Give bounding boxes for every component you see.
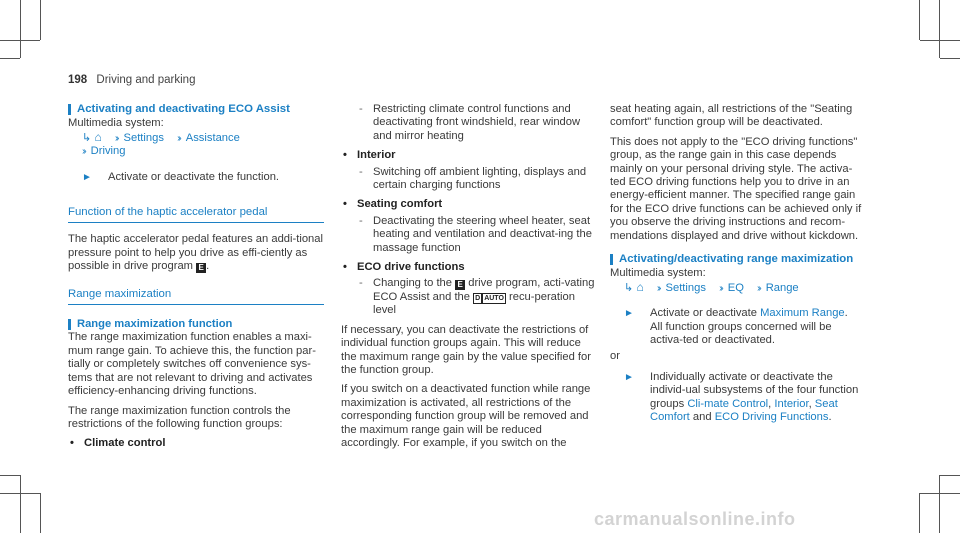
crop-mark — [0, 475, 20, 476]
sub-heading: Range maximization function — [68, 318, 324, 331]
crop-mark — [40, 493, 41, 533]
dash-item: - Deactivating the steering wheel heater, seat heating and ventilation and deactivat-ing the massage function — [359, 214, 592, 254]
crop-mark — [919, 493, 920, 533]
system-label: Multimedia system: — [68, 117, 164, 130]
arrow-icon: ↳ — [624, 281, 634, 294]
chevron-icon: ›› — [114, 132, 118, 144]
path-eq[interactable]: EQ — [727, 281, 744, 294]
path-settings[interactable]: Settings — [123, 131, 164, 144]
triangle-icon: ► — [624, 371, 634, 383]
heading-range-max: Activating/deactivating range maximization — [610, 253, 866, 266]
crop-mark — [940, 475, 960, 476]
crop-mark — [0, 58, 20, 59]
step-item: ► Activate or deactivate the function. — [68, 171, 324, 184]
chevron-icon: ›› — [177, 132, 180, 144]
paragraph: If you switch on a deactivated function while range maximization is activated, all restrictions of the corresponding function group will be removed and the maximum range gain will be reduced accordingly. For example, if you switch on the — [341, 383, 591, 449]
paragraph: seat heating again, all restrictions of the "Seating comfort" function group will be deactivated. — [610, 103, 853, 129]
dash-item: - Changing to the E drive program, acti-vating ECO Assist and the D AUTO recu-peration level — [359, 277, 595, 317]
bullet-item: • Seating comfort — [343, 198, 443, 211]
menu-path — [68, 131, 324, 159]
chapter-title: Driving and parking — [96, 74, 196, 86]
heading-bar-icon — [68, 319, 71, 330]
heading-eco-assist: Activating and deactivating ECO Assist — [68, 103, 324, 116]
chevron-icon: ›› — [757, 282, 760, 294]
climate-control-link[interactable]: Cli-mate Control — [687, 397, 769, 410]
recuperation-d-icon: D — [475, 294, 481, 302]
bullet-icon: • — [343, 149, 347, 162]
bullet-icon: • — [343, 261, 347, 274]
or-text: or — [610, 349, 620, 362]
crop-mark — [920, 40, 960, 41]
bullet-icon: • — [70, 437, 74, 450]
paragraph: This does not apply to the "ECO driving functions" group, as the range gain in this case depends mainly on your personal driving style. The activa-ted ECO driving functions help you to drive in an energy-efficient manner. The specified range gain for the ECO drive functions can be achieved only if you observe the driving instructions and recom-mendations displayed and drive without kickdown. — [610, 135, 862, 242]
page-header — [68, 74, 195, 86]
chevron-icon: ›› — [656, 282, 660, 294]
seat-comfort-link[interactable]: Seat Comfort — [650, 397, 838, 424]
drive-program-e-icon: E — [196, 263, 206, 273]
crop-mark — [920, 493, 960, 494]
eco-driving-functions-link[interactable]: ECO Driving Functions — [714, 411, 829, 424]
home-icon[interactable]: ⌂ — [94, 129, 102, 144]
path-range[interactable]: Range — [765, 281, 799, 294]
maximum-range-link[interactable]: Maximum Range — [760, 307, 845, 320]
crop-mark — [20, 475, 21, 533]
chevron-icon: ›› — [82, 146, 85, 158]
dash-item: - Restricting climate control functions and deactivating front windshield, rear window and mirror heating — [359, 103, 581, 142]
bullet-item: • Interior — [343, 149, 396, 162]
system-label: Multimedia system: — [610, 267, 706, 280]
path-driving[interactable]: Driving — [90, 145, 126, 158]
home-icon[interactable]: ⌂ — [636, 279, 644, 294]
step-item: ► Individually activate or deactivate the individ-ual subsystems of the four function groups Cli-mate Control, Interior, Seat Comfort and ECO Driving Functions. — [610, 371, 866, 425]
crop-mark — [939, 0, 940, 58]
path-settings[interactable]: Settings — [665, 281, 706, 294]
bullet-item: • ECO drive functions — [343, 261, 465, 274]
column-2 — [341, 103, 597, 456]
column-3 — [610, 103, 866, 425]
section-title: Function of the haptic accelerator pedal — [68, 206, 324, 223]
heading-bar-icon — [68, 104, 71, 115]
arrow-icon: ↳ — [82, 131, 92, 144]
crop-mark — [940, 58, 960, 59]
auto-icon: AUTO — [484, 294, 504, 302]
step-item: ► Activate or deactivate Maximum Range. All function groups concerned will be activa-ted or deactivated. — [610, 307, 866, 347]
interior-link[interactable]: Interior — [774, 397, 809, 410]
heading-bar-icon — [610, 254, 613, 265]
crop-mark — [20, 0, 21, 58]
triangle-icon: ► — [82, 171, 92, 183]
paragraph: The haptic accelerator pedal features an addi-tional pressure point to help you drive as effi-ciently as possible in drive program E . — [68, 233, 323, 273]
dash-item: - Switching off ambient lighting, displays and certain charging functions — [359, 165, 587, 192]
crop-mark — [939, 475, 940, 533]
chevron-icon: ›› — [719, 282, 722, 294]
watermark: carmanualsonline.info — [594, 509, 796, 529]
path-assistance[interactable]: Assistance — [185, 131, 240, 144]
section-title: Range maximization — [68, 288, 324, 305]
drive-program-e-icon: E — [455, 280, 465, 290]
paragraph: The range maximization function controls the restrictions of the following function groups: — [68, 404, 291, 430]
crop-mark — [919, 0, 920, 40]
bullet-icon: • — [343, 198, 347, 211]
column-1 — [68, 103, 324, 451]
menu-path — [610, 281, 866, 295]
page-number: 198 — [68, 74, 88, 86]
bullet-item: • Climate control — [70, 437, 166, 450]
paragraph: The range maximization function enables a maxi-mum range gain. To achieve this, the function par-tially or completely switches off convenience sys-tems that are not relevant to driving and activates efficiency-enhancing driving functions. — [68, 331, 316, 398]
triangle-icon: ► — [624, 308, 634, 320]
crop-mark — [40, 0, 41, 40]
paragraph: If necessary, you can deactivate the restrictions of individual function groups again. This will reduce the maximum range gain by the value specified for the function group. — [341, 323, 591, 376]
